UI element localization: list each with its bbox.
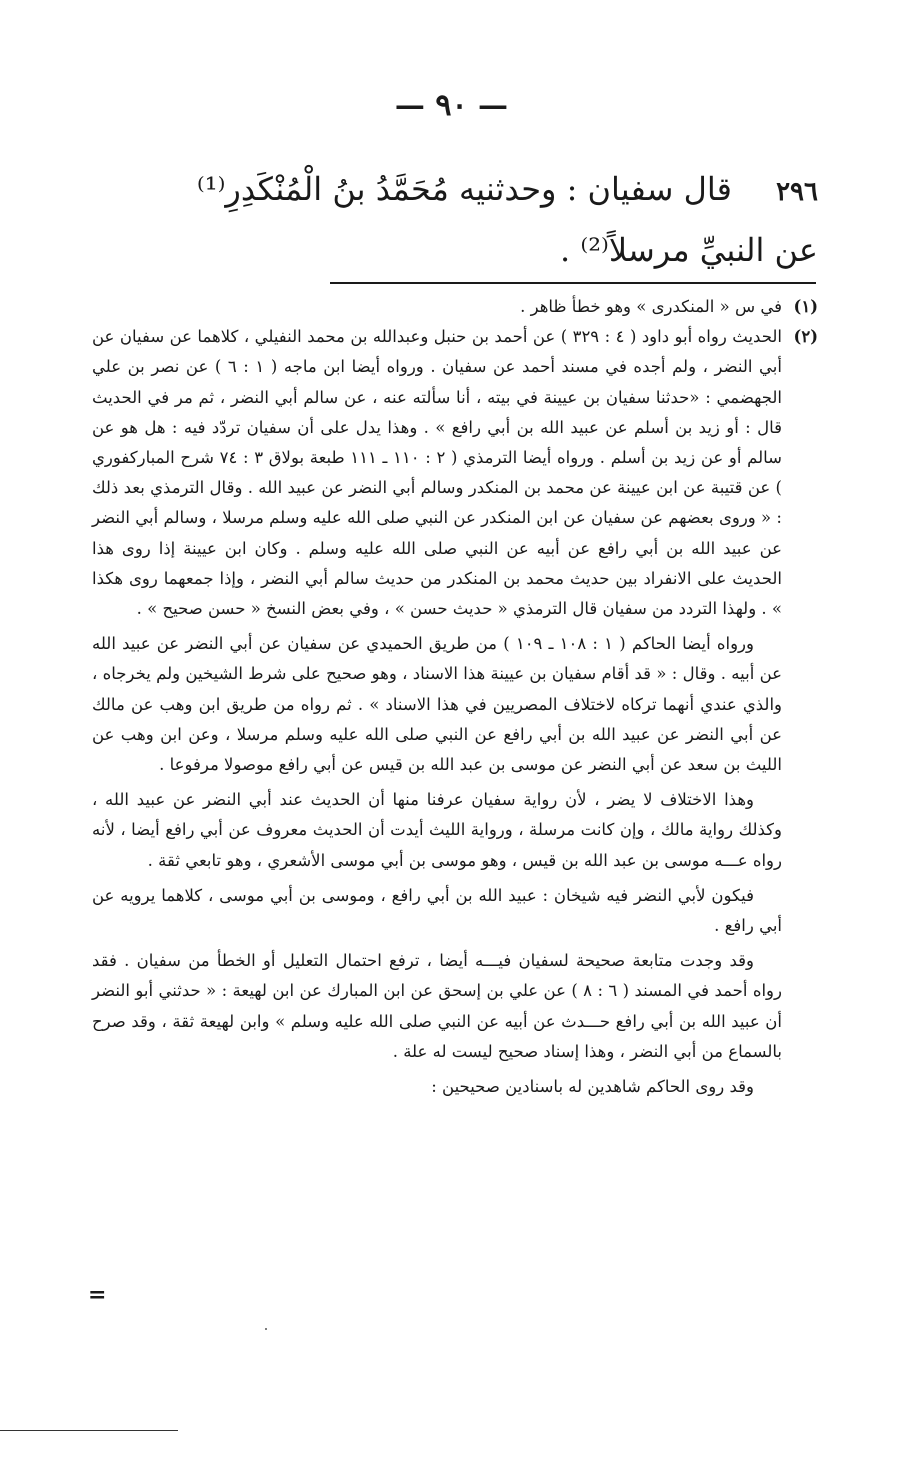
footnote-body xyxy=(92,292,782,322)
footnote-marker: (٢) xyxy=(793,327,818,347)
ink-speck xyxy=(265,1328,267,1330)
page-number: — ٩٠ — xyxy=(394,88,509,123)
footnote-body xyxy=(92,322,782,1102)
hadith-entry xyxy=(150,160,818,279)
hadith-number: ٢٩٦ xyxy=(776,177,818,207)
hadith-text: قال سفيان : وحدثنيه مُحَمَّدُ بنُ الْمُنْكَدِرِ⁽¹⁾ عن النبيِّ مرسلاً⁽²⁾ . xyxy=(196,170,818,269)
footnote-paragraph: وهذا الاختلاف لا يضر ، لأن رواية سفيان عرفنا منها أن الحديث عند أبي النضر عن عبيد الله ، وكذلك رواية مالك ، وإن كانت مرسلة ، ورواية الليث أيدت أن الحديث معروف عن أبي رافع أيضا ، لأنه رواه عـــه موسى بن عبد الله بن قيس ، وهو موسى بن أبي موسى الأشعري ، وهو تابعي ثقة . xyxy=(92,790,782,870)
footnote-marker: (١) xyxy=(793,297,818,316)
footnote-paragraph: ورواه أيضا الحاكم ( ١ : ١٠٨ ـ ١٠٩ ) من طريق الحميدي عن سفيان عن أبي النضر عن عبيد الله عن أبيه . وقال : « قد أقام سفيان بن عيينة هذا الاسناد ، وهو صحيح على شرط الشيخين ولم يخرجاه ، والذي عندي أنهما تركاه لاختلاف المصريين في هذا الاسناد » . ثم رواه من طريق ابن وهب عن مالك عن أبي النضر عن عبيد الله بن أبي رافع عن النبي صلى الله عليه وسلم مرسلا ، وعن ابن وهب عن الليث بن سعد عن أبي النضر عن موسى بن عبد الله بن قيس عن أبي رافع موصولا مرفوعا . xyxy=(92,634,782,775)
footnote-paragraph: وقد وجدت متابعة صحيحة لسفيان فيـــه أيضا ، ترفع احتمال التعليل أو الخطأ من سفيان . فقد رواه أحمد في المسند ( ٦ : ٨ ) عن علي بن إسحق عن ابن المبارك عن ابن لهيعة : « حدثني أبو النضر أن عبيد الله بن أبي رافع حـــدث عن أبيه عن النبي صلى الله عليه وسلم » وابن لهيعة ثقة ، وقد صرح بالسماع من أبي النضر ، وهذا إسناد صحيح ليست له علة . xyxy=(92,951,782,1061)
footnote-paragraph: الحديث رواه أبو داود ( ٤ : ٣٢٩ ) عن أحمد بن حنبل وعبدالله بن محمد النفيلي ، كلاهما عن سفيان عن أبي النضر ، ولم أجده في مسند أحمد عن سفيان . ورواه أيضا ابن ماجه ( ١ : ٦ ) عن نصر بن علي الجهضمي : «حدثنا سفيان بن عيينة في بيته ، أنا سألته عنه ، عن سالم أبي النضر ، ثم مر في الحديث قال : أو زيد بن أسلم عن عبيد الله بن أبي رافع » . وهذا يدل على أن سفيان تردّد فيه : هل هو عن سالم أو عن زيد بن أسلم . ورواه أيضا الترمذي ( ٢ : ١١٠ ـ ١١١ طبعة بولاق ٣ : ٧٤ شرح المباركفوري ) عن قتيبة عن ابن عيينة عن محمد بن المنكدر وسالم أبي النضر عن عبيد الله . وقال الترمذي بعد ذلك : « وروى بعضهم عن سفيان عن ابن المنكدر عن النبي صلى الله عليه وسلم مرسلا ، وسالم أبي النضر عن عبيد الله بن أبي رافع عن أبيه عن النبي صلى الله عليه وسلم . وكان ابن عيينة إذا روى هذا الحديث على الانفراد بين حديث محمد بن المنكدر من حديث سالم أبي النضر ، وإذا جمعهما روى هكذا » . ولهذا التردد من سفيان قال الترمذي « حديث حسن » ، وفي بعض النسخ « حسن صحيح » . xyxy=(92,327,782,619)
footnote-paragraph: في س « المنكدرى » وهو خطأ ظاهر . xyxy=(520,297,782,316)
footnote-1 xyxy=(92,292,818,322)
continuation-mark: = xyxy=(88,1282,105,1308)
footnote-divider xyxy=(330,282,816,284)
footnote-2 xyxy=(92,322,818,1102)
footnote-paragraph: فيكون لأبي النضر فيه شيخان : عبيد الله بن أبي رافع ، وموسى بن أبي موسى ، كلاهما يرويه عن أبي رافع . xyxy=(92,885,782,936)
bottom-rule xyxy=(0,1430,178,1431)
footnote-paragraph: وقد روى الحاكم شاهدين له باسنادين صحيحين : xyxy=(431,1077,754,1097)
footnotes xyxy=(92,292,818,1102)
